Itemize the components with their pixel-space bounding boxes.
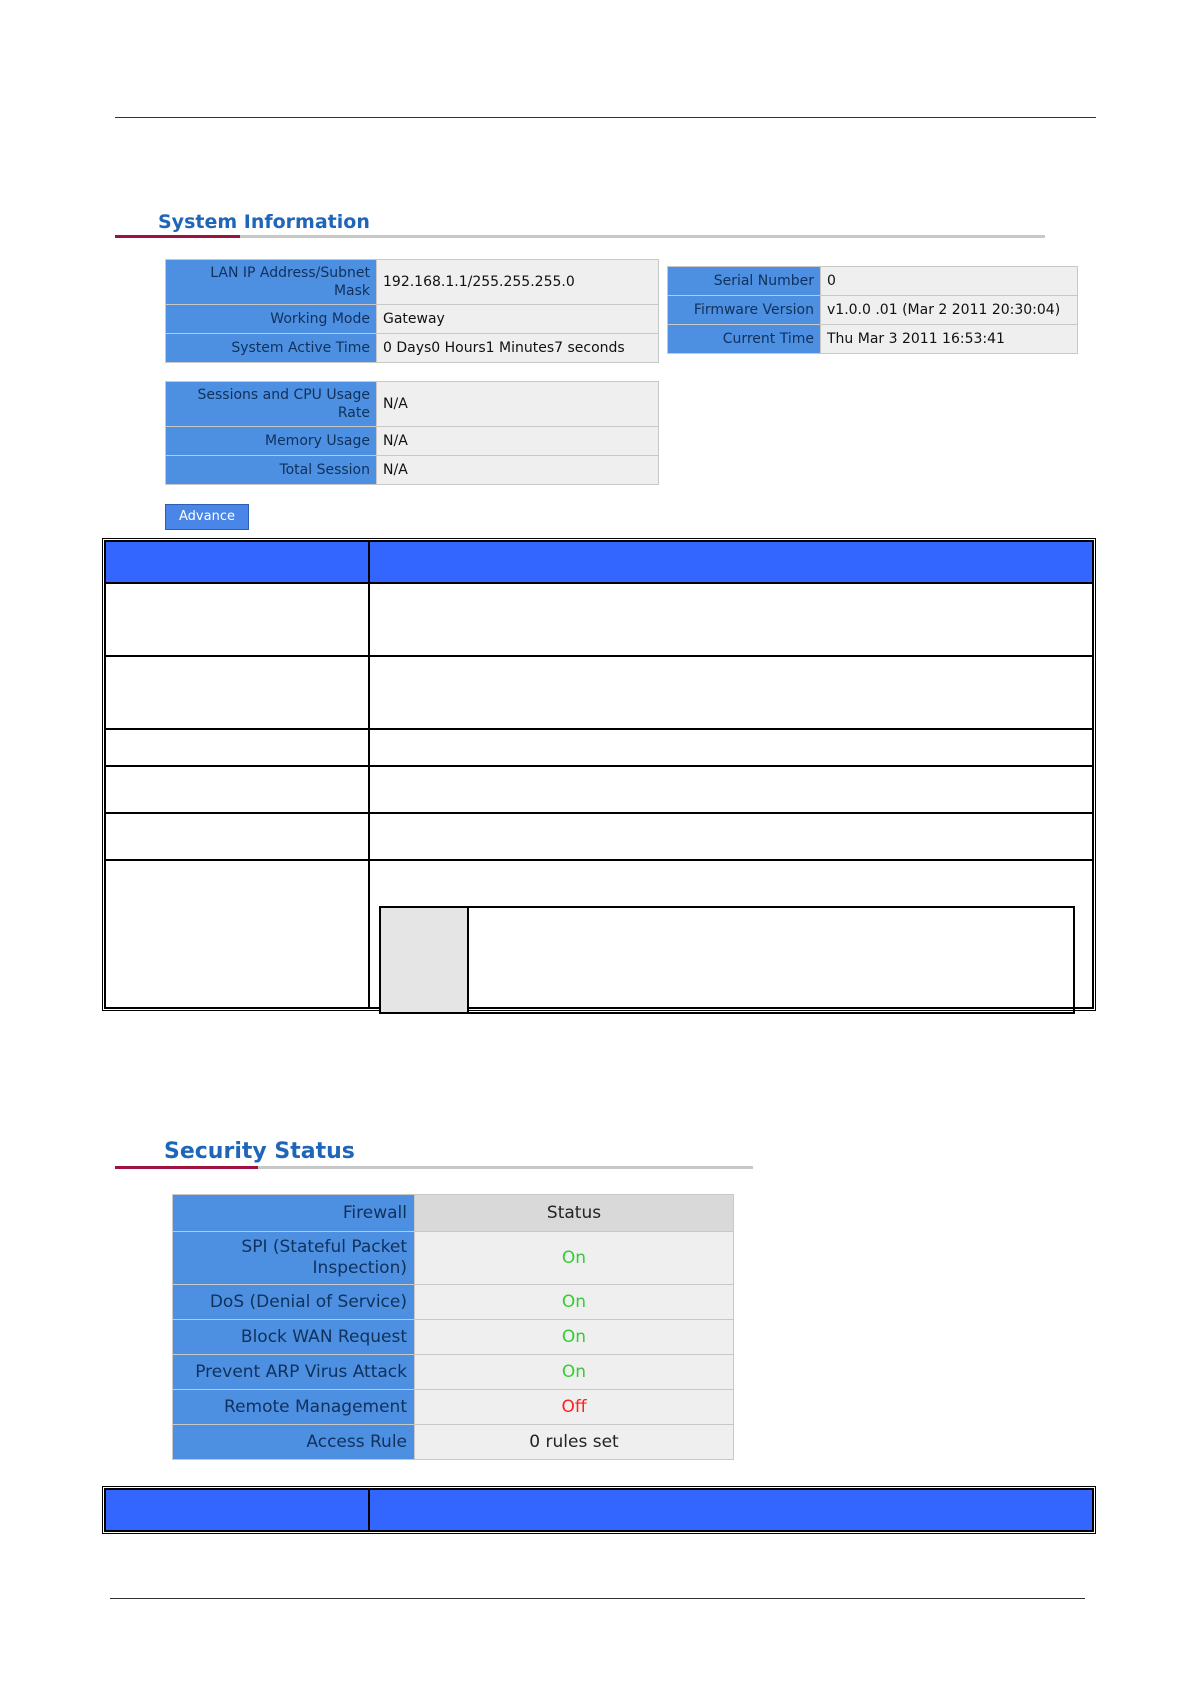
total-session-label: Total Session xyxy=(166,456,377,485)
table-row xyxy=(166,334,659,363)
table-header-row xyxy=(105,541,1093,583)
working-mode-label: Working Mode xyxy=(166,305,377,334)
spi-status: On xyxy=(415,1232,734,1285)
security-status-table xyxy=(172,1194,734,1460)
system-active-time-label: System Active Time xyxy=(166,334,377,363)
serial-number-value: 0 xyxy=(821,267,1078,296)
status-header: Status xyxy=(415,1195,734,1232)
access-rule-label: Access Rule xyxy=(173,1425,415,1460)
table-row xyxy=(173,1232,734,1285)
network-info-table xyxy=(165,259,659,363)
header-cell xyxy=(105,1489,369,1531)
dos-label: DoS (Denial of Service) xyxy=(173,1285,415,1320)
lan-ip-value: 192.168.1.1/255.255.255.0 xyxy=(377,260,659,305)
system-active-time-value: 0 Days0 Hours1 Minutes7 seconds xyxy=(377,334,659,363)
table-row xyxy=(668,267,1078,296)
table-cell xyxy=(105,766,369,813)
table-cell xyxy=(369,583,1093,656)
header-cell xyxy=(105,541,369,583)
table-row xyxy=(166,260,659,305)
memory-usage-label: Memory Usage xyxy=(166,427,377,456)
serial-number-label: Serial Number xyxy=(668,267,821,296)
header-rule xyxy=(115,117,1096,118)
working-mode-value: Gateway xyxy=(377,305,659,334)
note-box xyxy=(379,906,1075,1014)
description-table-2 xyxy=(102,1486,1096,1534)
table-row xyxy=(105,766,1093,813)
table-row xyxy=(166,305,659,334)
table-row xyxy=(173,1425,734,1460)
table-row xyxy=(173,1285,734,1320)
header-cell xyxy=(369,1489,1093,1531)
usage-table xyxy=(165,381,659,485)
sessions-cpu-label: Sessions and CPU Usage Rate xyxy=(166,382,377,427)
prevent-arp-label: Prevent ARP Virus Attack xyxy=(173,1355,415,1390)
table-cell xyxy=(369,766,1093,813)
table-row xyxy=(105,813,1093,860)
table-cell xyxy=(105,583,369,656)
remote-management-status: Off xyxy=(415,1390,734,1425)
security-status-underline xyxy=(115,1166,753,1169)
table-row xyxy=(105,729,1093,766)
remote-management-label: Remote Management xyxy=(173,1390,415,1425)
dos-status: On xyxy=(415,1285,734,1320)
table-cell xyxy=(105,729,369,766)
table-cell xyxy=(369,656,1093,729)
table-row xyxy=(173,1195,734,1232)
prevent-arp-status: On xyxy=(415,1355,734,1390)
table-row xyxy=(105,656,1093,729)
device-info-table xyxy=(667,266,1078,354)
table-cell xyxy=(105,656,369,729)
firmware-version-value: v1.0.0 .01 (Mar 2 2011 20:30:04) xyxy=(821,296,1078,325)
table-cell xyxy=(105,860,369,1008)
access-rule-status: 0 rules set xyxy=(415,1425,734,1460)
table-row xyxy=(668,296,1078,325)
current-time-value: Thu Mar 3 2011 16:53:41 xyxy=(821,325,1078,354)
note-icon-area xyxy=(381,908,469,1012)
firewall-label: Firewall xyxy=(173,1195,415,1232)
table-row xyxy=(173,1355,734,1390)
lan-ip-label: LAN IP Address/Subnet Mask xyxy=(166,260,377,305)
table-row xyxy=(105,583,1093,656)
table-cell xyxy=(369,813,1093,860)
current-time-label: Current Time xyxy=(668,325,821,354)
firmware-version-label: Firmware Version xyxy=(668,296,821,325)
spi-label: SPI (Stateful Packet Inspection) xyxy=(173,1232,415,1285)
header-cell xyxy=(369,541,1093,583)
system-information-title: System Information xyxy=(158,211,370,233)
table-row xyxy=(173,1390,734,1425)
total-session-value: N/A xyxy=(377,456,659,485)
table-row xyxy=(166,427,659,456)
footer-rule xyxy=(110,1598,1085,1599)
security-status-title: Security Status xyxy=(164,1139,355,1164)
block-wan-status: On xyxy=(415,1320,734,1355)
table-header-row xyxy=(105,1489,1093,1531)
sessions-cpu-value: N/A xyxy=(377,382,659,427)
table-row xyxy=(173,1320,734,1355)
table-row xyxy=(166,382,659,427)
memory-usage-value: N/A xyxy=(377,427,659,456)
table-row xyxy=(166,456,659,485)
table-cell xyxy=(105,813,369,860)
block-wan-label: Block WAN Request xyxy=(173,1320,415,1355)
table-cell xyxy=(369,729,1093,766)
table-row xyxy=(668,325,1078,354)
system-information-underline xyxy=(115,235,1045,238)
advance-button[interactable]: Advance xyxy=(165,504,249,530)
